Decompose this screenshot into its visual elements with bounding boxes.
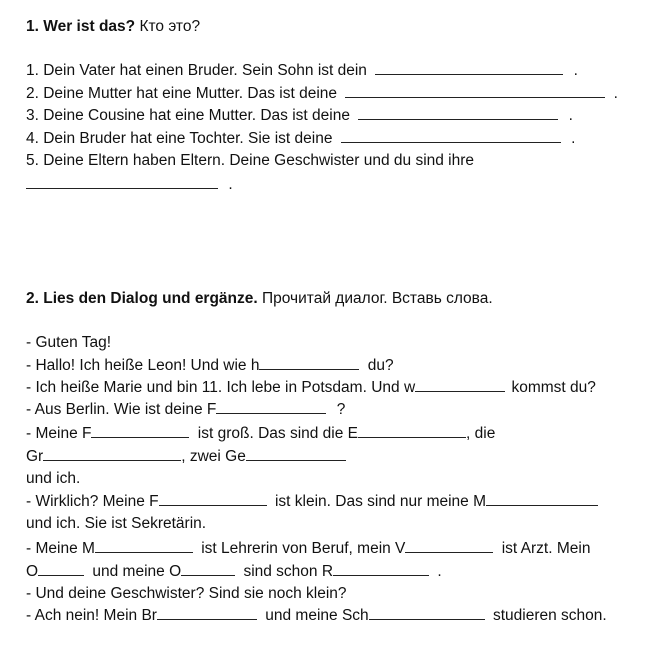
exercise-1-item-3: [26, 106, 573, 126]
dialog-line-1: [26, 333, 111, 353]
answer-blank[interactable]: [358, 106, 558, 120]
answer-blank[interactable]: [157, 606, 257, 620]
dialog-text: und meine O: [92, 563, 182, 580]
answer-blank[interactable]: [486, 492, 598, 506]
item-text: 1. Dein Vater hat einen Bruder. Sein Sohn ist dein: [26, 62, 367, 79]
dialog-line-7: [26, 469, 80, 489]
answer-blank[interactable]: [246, 447, 346, 461]
dialog-text: und ich.: [26, 470, 81, 487]
dialog-text: - Wirklich? Meine F: [26, 493, 159, 510]
dialog-text: studieren schon.: [492, 607, 607, 624]
exercise-1-title-ru: Кто это?: [139, 18, 201, 35]
item-text: 4. Dein Bruder hat eine Tochter. Sie ist deine: [26, 130, 333, 147]
exercise-1-number: 1.: [26, 18, 39, 35]
exercise-2-title-de: Lies den Dialog und ergänze.: [43, 290, 258, 307]
answer-blank[interactable]: [415, 378, 505, 392]
dialog-line-5: [26, 424, 495, 444]
dialog-text: ist Lehrerin von Beruf, mein V: [201, 540, 406, 557]
item-end: .: [613, 85, 618, 102]
answer-blank[interactable]: [375, 61, 563, 75]
dialog-line-13: [26, 606, 607, 626]
dialog-text: O: [26, 563, 39, 580]
dialog-text: - Und deine Geschwister? Sind sie noch klein?: [26, 585, 347, 602]
dialog-text: .: [437, 563, 442, 580]
exercise-2-heading: [26, 289, 493, 309]
dialog-text: - Ich heiße Marie und bin 11. Ich lebe in Potsdam. Und w: [26, 379, 416, 396]
item-end: .: [568, 107, 573, 124]
dialog-text: , die: [466, 425, 496, 442]
dialog-line-12: [26, 584, 347, 604]
dialog-text: - Ach nein! Mein Br: [26, 607, 157, 624]
dialog-line-8: [26, 492, 598, 512]
answer-blank[interactable]: [358, 424, 466, 438]
item-end: .: [573, 62, 578, 79]
exercise-1-item-4: [26, 129, 575, 149]
answer-blank[interactable]: [38, 562, 84, 576]
dialog-text: ist groß. Das sind die E: [197, 425, 359, 442]
exercise-1-heading: [26, 17, 200, 37]
dialog-text: sind schon R: [243, 563, 334, 580]
answer-blank[interactable]: [43, 447, 181, 461]
answer-blank[interactable]: [369, 606, 485, 620]
item-text: 2. Deine Mutter hat eine Mutter. Das ist deine: [26, 85, 338, 102]
dialog-text: Gr: [26, 448, 44, 465]
exercise-2-number: 2.: [26, 290, 39, 307]
exercise-1-item-5: [26, 151, 474, 171]
answer-blank[interactable]: [405, 539, 493, 553]
exercise-1-item-2: [26, 84, 618, 104]
item-end: .: [571, 130, 576, 147]
answer-blank[interactable]: [259, 356, 359, 370]
dialog-text: du?: [367, 357, 394, 374]
answer-blank[interactable]: [216, 400, 326, 414]
exercise-1-item-5-answer: [26, 175, 233, 195]
dialog-text: kommst du?: [511, 379, 596, 396]
dialog-line-9: [26, 514, 206, 534]
item-text: 5. Deine Eltern haben Eltern. Deine Geschwister und du sind ihre: [26, 152, 475, 169]
dialog-line-10: [26, 539, 590, 559]
dialog-text: - Meine M: [26, 540, 95, 557]
answer-blank[interactable]: [181, 562, 235, 576]
dialog-line-6: [26, 447, 346, 467]
dialog-text: - Hallo! Ich heiße Leon! Und wie h: [26, 357, 260, 374]
dialog-text: ist Arzt. Mein: [501, 540, 591, 557]
answer-blank[interactable]: [341, 129, 561, 143]
dialog-line-11: [26, 562, 442, 582]
dialog-text: ist klein. Das sind nur meine M: [274, 493, 487, 510]
exercise-1-item-1: [26, 61, 578, 81]
answer-blank[interactable]: [345, 84, 605, 98]
dialog-text: ?: [336, 401, 346, 418]
answer-blank[interactable]: [26, 175, 218, 189]
item-end: .: [228, 176, 233, 193]
dialog-text: - Guten Tag!: [26, 334, 112, 351]
dialog-text: , zwei Ge: [181, 448, 246, 465]
item-text: 3. Deine Cousine hat eine Mutter. Das ist deine: [26, 107, 350, 124]
answer-blank[interactable]: [91, 424, 189, 438]
dialog-text: und ich. Sie ist Sekretärin.: [26, 515, 207, 532]
dialog-text: - Meine F: [26, 425, 92, 442]
exercise-2-title-ru: Прочитай диалог. Вставь слова.: [262, 290, 493, 307]
exercise-1-title-de: Wer ist das?: [43, 18, 136, 35]
dialog-text: und meine Sch: [265, 607, 369, 624]
answer-blank[interactable]: [159, 492, 267, 506]
dialog-text: - Aus Berlin. Wie ist deine F: [26, 401, 217, 418]
dialog-line-2: [26, 356, 394, 376]
dialog-line-3: [26, 378, 596, 398]
answer-blank[interactable]: [95, 539, 193, 553]
dialog-line-4: [26, 400, 345, 420]
answer-blank[interactable]: [333, 562, 429, 576]
